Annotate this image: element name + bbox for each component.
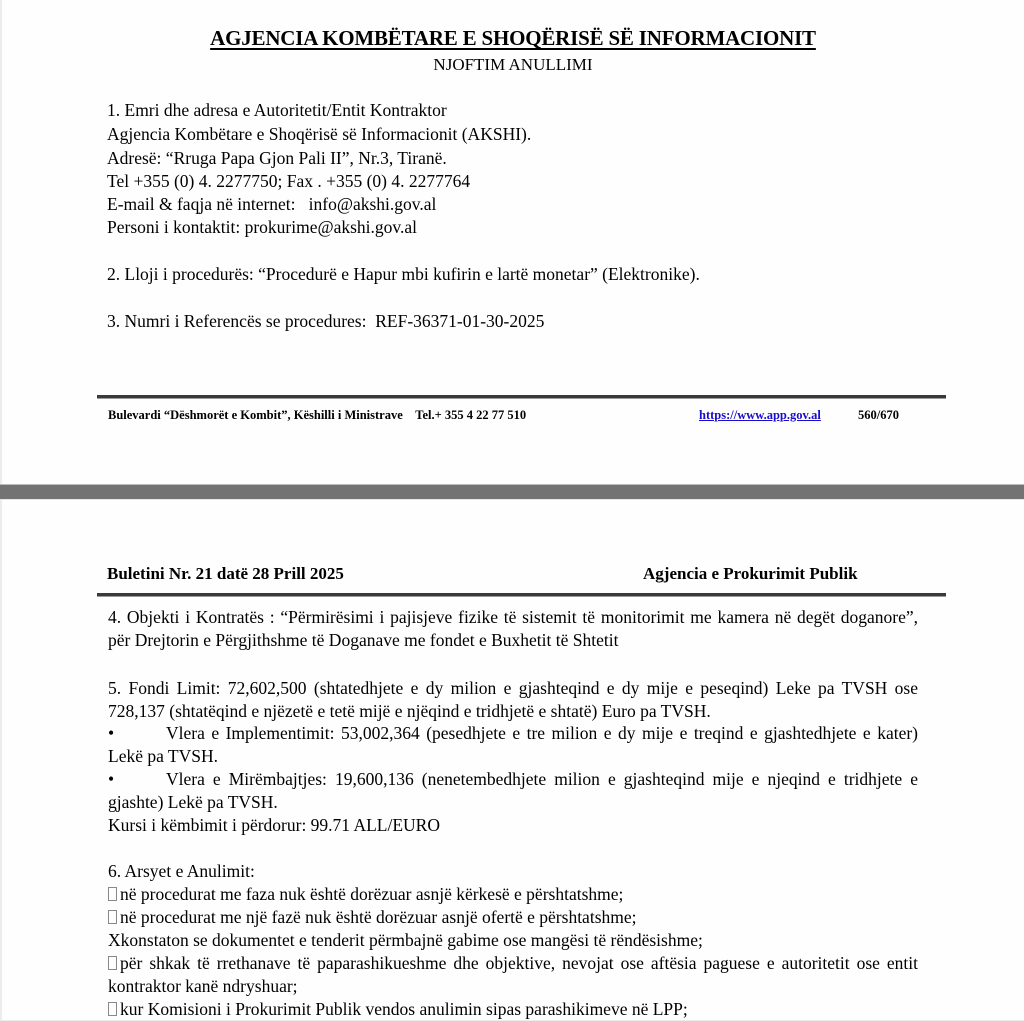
authority-name: Agjencia Kombëtare e Shoqërisë së Informacionit (AKSHI). — [107, 124, 532, 144]
bullet-icon: • — [108, 769, 115, 789]
bullet-implementation-value — [108, 722, 918, 768]
header-rule — [97, 593, 946, 597]
cancellation-reason — [108, 952, 918, 998]
page-number: 560/670 — [858, 408, 899, 422]
unchecked-box-icon — [108, 1002, 117, 1016]
page-title: AGJENCIA KOMBËTARE E SHOQËRISË SË INFORMACIONIT — [210, 26, 816, 50]
cancellation-reason — [108, 883, 918, 906]
reason-text: për shkak të rrethanave të paparashikueshme dhe objektive, nevojat ose aftësia paguese e autoritetit ose entit kontraktor kanë ndryshuar; — [108, 953, 918, 996]
section-1-heading: 1. Emri dhe adresa e Autoritetit/Entit Kontraktor — [107, 100, 447, 120]
x-mark-icon: X — [108, 930, 121, 950]
cancellation-reason-selected — [108, 929, 918, 952]
authority-address: Adresë: “Rruga Papa Gjon Pali II”, Nr.3, Tiranë. — [107, 148, 447, 168]
reason-text: në procedurat me faza nuk është dorëzuar asnjë kërkesë e përshtatshme; — [120, 884, 624, 904]
reference-label: 3. Numri i Referencës se procedures: — [107, 311, 367, 331]
section-3-reference — [107, 311, 544, 332]
page-subtitle: NJOFTIM ANULLIMI — [433, 55, 593, 74]
section-6-heading: 6. Arsyet e Anulimit: — [108, 861, 255, 881]
footer-address-text: Bulevardi “Dëshmorët e Kombit”, Këshilli i Ministrave — [108, 408, 403, 422]
bullet-maintenance-value — [108, 768, 918, 814]
reason-text: kur Komisioni i Prokurimit Publik vendos anulimin sipas parashikimeve në LPP; — [120, 999, 688, 1019]
authority-email-row — [107, 194, 436, 215]
section-4-contract-object: 4. Objekti i Kontratës : “Përmirësimi i pajisjeve fizike të sistemit të monitorimit me kamera në degët doganore”, për Drejtorin e Përgjithshme të Doganave me fondet e Buxhetit të Shtetit — [108, 607, 918, 650]
reason-text: në procedurat me një fazë nuk është dorëzuar asnjë ofertë e përshtatshme; — [120, 907, 637, 927]
page-separator — [0, 484, 1024, 500]
document-page-1 — [2, 0, 1024, 484]
email-address[interactable]: info@akshi.gov.al — [308, 194, 437, 214]
authority-phone: Tel +355 (0) 4. 2277750; Fax . +355 (0) 4. 2277764 — [107, 171, 471, 191]
cancellation-reason — [108, 998, 918, 1021]
bullet-icon: • — [108, 723, 115, 743]
footer-address — [108, 408, 526, 423]
footer-tel: Tel.+ 355 4 22 77 510 — [415, 408, 527, 422]
footer-rule — [97, 395, 946, 399]
agency-header: Agjencia e Prokurimit Publik — [643, 564, 858, 583]
reference-number: REF-36371-01-30-2025 — [375, 311, 545, 331]
cancellation-reason — [108, 906, 918, 929]
unchecked-box-icon — [108, 956, 117, 970]
document-page-2 — [2, 500, 1024, 1020]
reason-text: konstaton se dokumentet e tenderit përmbajnë gabime ose mangësi të rëndësishme; — [120, 930, 703, 950]
unchecked-box-icon — [108, 887, 117, 901]
exchange-rate: Kursi i këmbimit i përdorur: 99.71 ALL/EURO — [108, 815, 440, 835]
section-2-procedure-type: 2. Lloji i procedurës: “Procedurë e Hapur mbi kufirin e lartë monetar” (Elektronike). — [107, 264, 700, 284]
bulletin-header: Buletini Nr. 21 datë 28 Prill 2025 — [107, 564, 344, 583]
section-5-fund-limit: 5. Fondi Limit: 72,602,500 (shtatedhjete e dy milion e gjashteqind e dy mije e peseqind) Leke pa TVSH ose 728,137 (shtatëqind e njëzetë e tetë mijë e njëqind e tridhjetë e shtatë) Euro pa TVSH. — [108, 678, 918, 721]
unchecked-box-icon — [108, 910, 117, 924]
bullet-text: Vlera e Implementimit: 53,002,364 (pesedhjete e tre milion e dy mije e treqind e gjashtedhjete e kater) Lekë pa TVSH. — [108, 723, 918, 766]
footer-website-link[interactable]: https://www.app.gov.al — [699, 408, 821, 422]
contact-person: Personi i kontaktit: prokurime@akshi.gov.al — [107, 217, 418, 237]
bullet-text: Vlera e Mirëmbajtjes: 19,600,136 (nenetembedhjete milion e gjashteqind mije e njeqind e tridhjete e gjashte) Lekë pa TVSH. — [108, 769, 918, 812]
email-label: E-mail & faqja në internet: — [107, 194, 296, 214]
